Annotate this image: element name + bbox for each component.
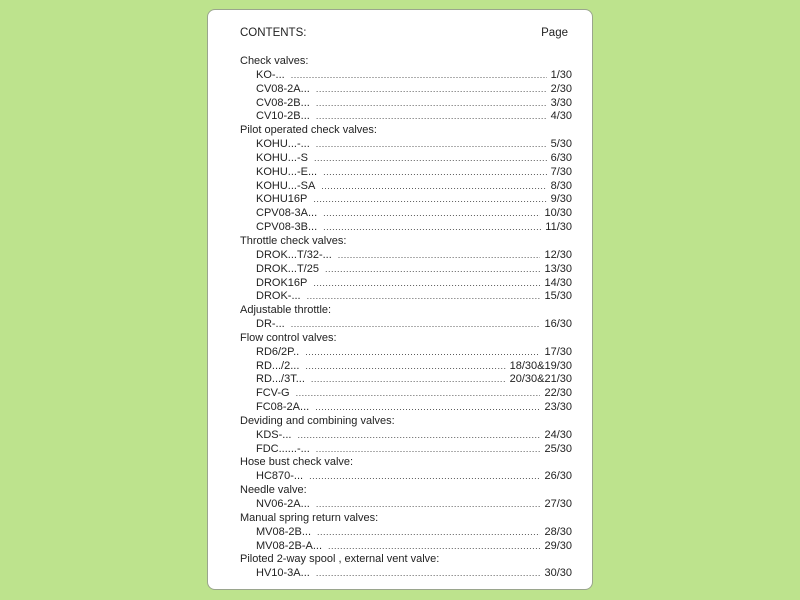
toc-entry-page: 24/30 (544, 428, 572, 441)
toc-entry-name: CV10-2B... (256, 110, 310, 123)
toc-section-heading: Piloted 2-way spool , external vent valve: (240, 553, 440, 566)
toc-entry-page: 27/30 (544, 498, 572, 510)
toc-entry[interactable] (240, 290, 572, 304)
contents-title: CONTENTS: (240, 27, 307, 39)
contents-header (240, 27, 568, 45)
toc-entry[interactable] (240, 138, 572, 152)
toc-entry-name: DROK16P (256, 276, 308, 289)
toc-entry-page: 12/30 (544, 248, 572, 261)
toc-entry-name: FCV-G (256, 387, 290, 400)
toc-entry[interactable] (240, 526, 572, 540)
dot-leader (316, 443, 541, 457)
dot-leader (316, 97, 547, 111)
toc-entry[interactable] (240, 152, 572, 166)
toc-entry-page: 25/30 (544, 442, 572, 455)
toc-section-heading: Hose bust check valve: (240, 456, 354, 469)
page-column-label: Page (541, 27, 568, 39)
toc-entry-name: KDS-... (256, 428, 292, 441)
dot-leader (316, 567, 541, 581)
toc-entry[interactable] (240, 277, 572, 291)
dot-leader (313, 277, 540, 291)
toc-entry-page: 29/30 (544, 539, 572, 552)
toc-entry[interactable] (240, 221, 572, 235)
toc-entry-name: KOHU...-... (256, 138, 310, 151)
toc-entry-page: 30/30 (544, 567, 572, 580)
toc-entry[interactable] (240, 498, 572, 512)
table-of-contents (240, 55, 572, 581)
dot-leader (307, 290, 541, 304)
toc-entry-page: 28/30 (544, 525, 572, 538)
toc-entry-name: DROK-... (256, 290, 301, 303)
toc-entry[interactable] (240, 470, 572, 484)
dot-leader (305, 360, 505, 374)
toc-entry[interactable] (240, 193, 572, 207)
toc-entry-page: 18/30&19/30 (509, 359, 572, 372)
toc-entry-name: RD.../2... (256, 359, 300, 372)
dot-leader (316, 138, 547, 152)
toc-entry-page: 2/30 (550, 82, 572, 95)
toc-entry-page: 11/30 (545, 221, 572, 234)
toc-entry[interactable] (240, 110, 572, 124)
toc-entry-name: FC08-2A... (256, 401, 310, 414)
toc-entry-name: CPV08-3A... (256, 207, 318, 220)
toc-entry[interactable] (240, 318, 572, 332)
toc-entry[interactable] (240, 249, 572, 263)
toc-entry-name: MV08-2B... (256, 525, 312, 538)
toc-section-heading: Deviding and combining valves: (240, 414, 395, 427)
toc-entry-page: 1/30 (550, 68, 572, 81)
toc-entry-name: MV08-2B-A... (256, 539, 323, 552)
toc-entry[interactable] (240, 540, 572, 554)
contents-page (207, 9, 593, 590)
toc-entry-page: 4/30 (550, 110, 572, 123)
toc-entry-name: KOHU...-E... (256, 165, 318, 178)
dot-leader (315, 401, 540, 415)
dot-leader (296, 387, 541, 401)
toc-entry-name: DROK...T/25 (256, 262, 319, 275)
toc-entry-name: KOHU...-S (256, 151, 308, 164)
toc-entry[interactable] (240, 360, 572, 374)
toc-entry-name: NV06-2A... (256, 498, 310, 510)
toc-entry-name: HC870-... (256, 470, 304, 483)
toc-entry-page: 17/30 (544, 345, 572, 358)
dot-leader (313, 193, 546, 207)
toc-entry-page: 8/30 (550, 179, 572, 192)
toc-entry-page: 9/30 (550, 193, 572, 206)
toc-entry[interactable] (240, 83, 572, 97)
toc-entry-name: RD6/2P.. (256, 345, 300, 358)
toc-entry[interactable] (240, 69, 572, 83)
toc-section-heading: Throttle check valves: (240, 234, 347, 247)
toc-entry-page: 5/30 (550, 138, 572, 151)
toc-entry-page: 23/30 (544, 401, 572, 414)
toc-entry[interactable] (240, 207, 572, 221)
dot-leader (311, 373, 506, 387)
dot-leader (316, 83, 547, 97)
toc-section-heading: Flow control valves: (240, 331, 337, 344)
dot-leader (297, 429, 540, 443)
toc-entry-page: 22/30 (544, 387, 572, 400)
toc-entry-name: KOHU16P (256, 193, 308, 206)
toc-entry-page: 13/30 (544, 262, 572, 275)
dot-leader (309, 470, 540, 484)
toc-entry[interactable] (240, 401, 572, 415)
dot-leader (305, 346, 540, 360)
dot-leader (321, 180, 546, 194)
toc-section-heading: Check valves: (240, 55, 309, 67)
dot-leader (328, 540, 540, 554)
toc-entry-page: 10/30 (544, 207, 572, 220)
toc-entry[interactable] (240, 263, 572, 277)
toc-section-heading: Pilot operated check valves: (240, 124, 377, 137)
toc-entry-name: HV10-3A... (256, 567, 310, 580)
toc-entry[interactable] (240, 346, 572, 360)
toc-entry-page: 3/30 (550, 96, 572, 109)
toc-section-heading: Needle valve: (240, 484, 307, 497)
toc-entry-page: 16/30 (544, 318, 572, 331)
dot-leader (323, 221, 541, 235)
dot-leader (291, 318, 541, 332)
toc-entry-page: 26/30 (544, 470, 572, 483)
dot-leader (316, 498, 541, 512)
toc-entry-name: FDC......-... (256, 442, 310, 455)
toc-entry-name: CV08-2A... (256, 82, 310, 95)
toc-entry-name: CV08-2B... (256, 96, 310, 109)
toc-entry-name: DR-... (256, 318, 285, 331)
dot-leader (323, 166, 546, 180)
toc-entry-name: DROK...T/32-... (256, 248, 332, 261)
toc-entry[interactable] (240, 180, 572, 194)
toc-section-heading: Adjustable throttle: (240, 304, 332, 317)
dot-leader (325, 263, 541, 277)
dot-leader (314, 152, 547, 166)
toc-entry[interactable] (240, 166, 572, 180)
dot-leader (316, 110, 547, 124)
dot-leader (323, 207, 540, 221)
toc-entry-name: RD.../3T... (256, 373, 305, 386)
toc-entry[interactable] (240, 429, 572, 443)
toc-entry[interactable] (240, 387, 572, 401)
toc-entry-page: 6/30 (550, 151, 572, 164)
toc-entry[interactable] (240, 97, 572, 111)
dot-leader (291, 69, 547, 83)
toc-entry-page: 20/30&21/30 (509, 373, 572, 386)
toc-entry-name: KO-... (256, 68, 285, 81)
toc-section-heading: Manual spring return valves: (240, 511, 379, 524)
toc-entry[interactable] (240, 443, 572, 457)
toc-entry-page: 7/30 (550, 165, 572, 178)
toc-entry-page: 14/30 (544, 276, 572, 289)
toc-entry[interactable] (240, 373, 572, 387)
dot-leader (317, 526, 540, 540)
toc-entry[interactable] (240, 567, 572, 581)
dot-leader (338, 249, 541, 263)
toc-entry-name: KOHU...-SA (256, 179, 316, 192)
toc-entry-page: 15/30 (544, 290, 572, 303)
toc-entry-name: CPV08-3B... (256, 221, 318, 234)
